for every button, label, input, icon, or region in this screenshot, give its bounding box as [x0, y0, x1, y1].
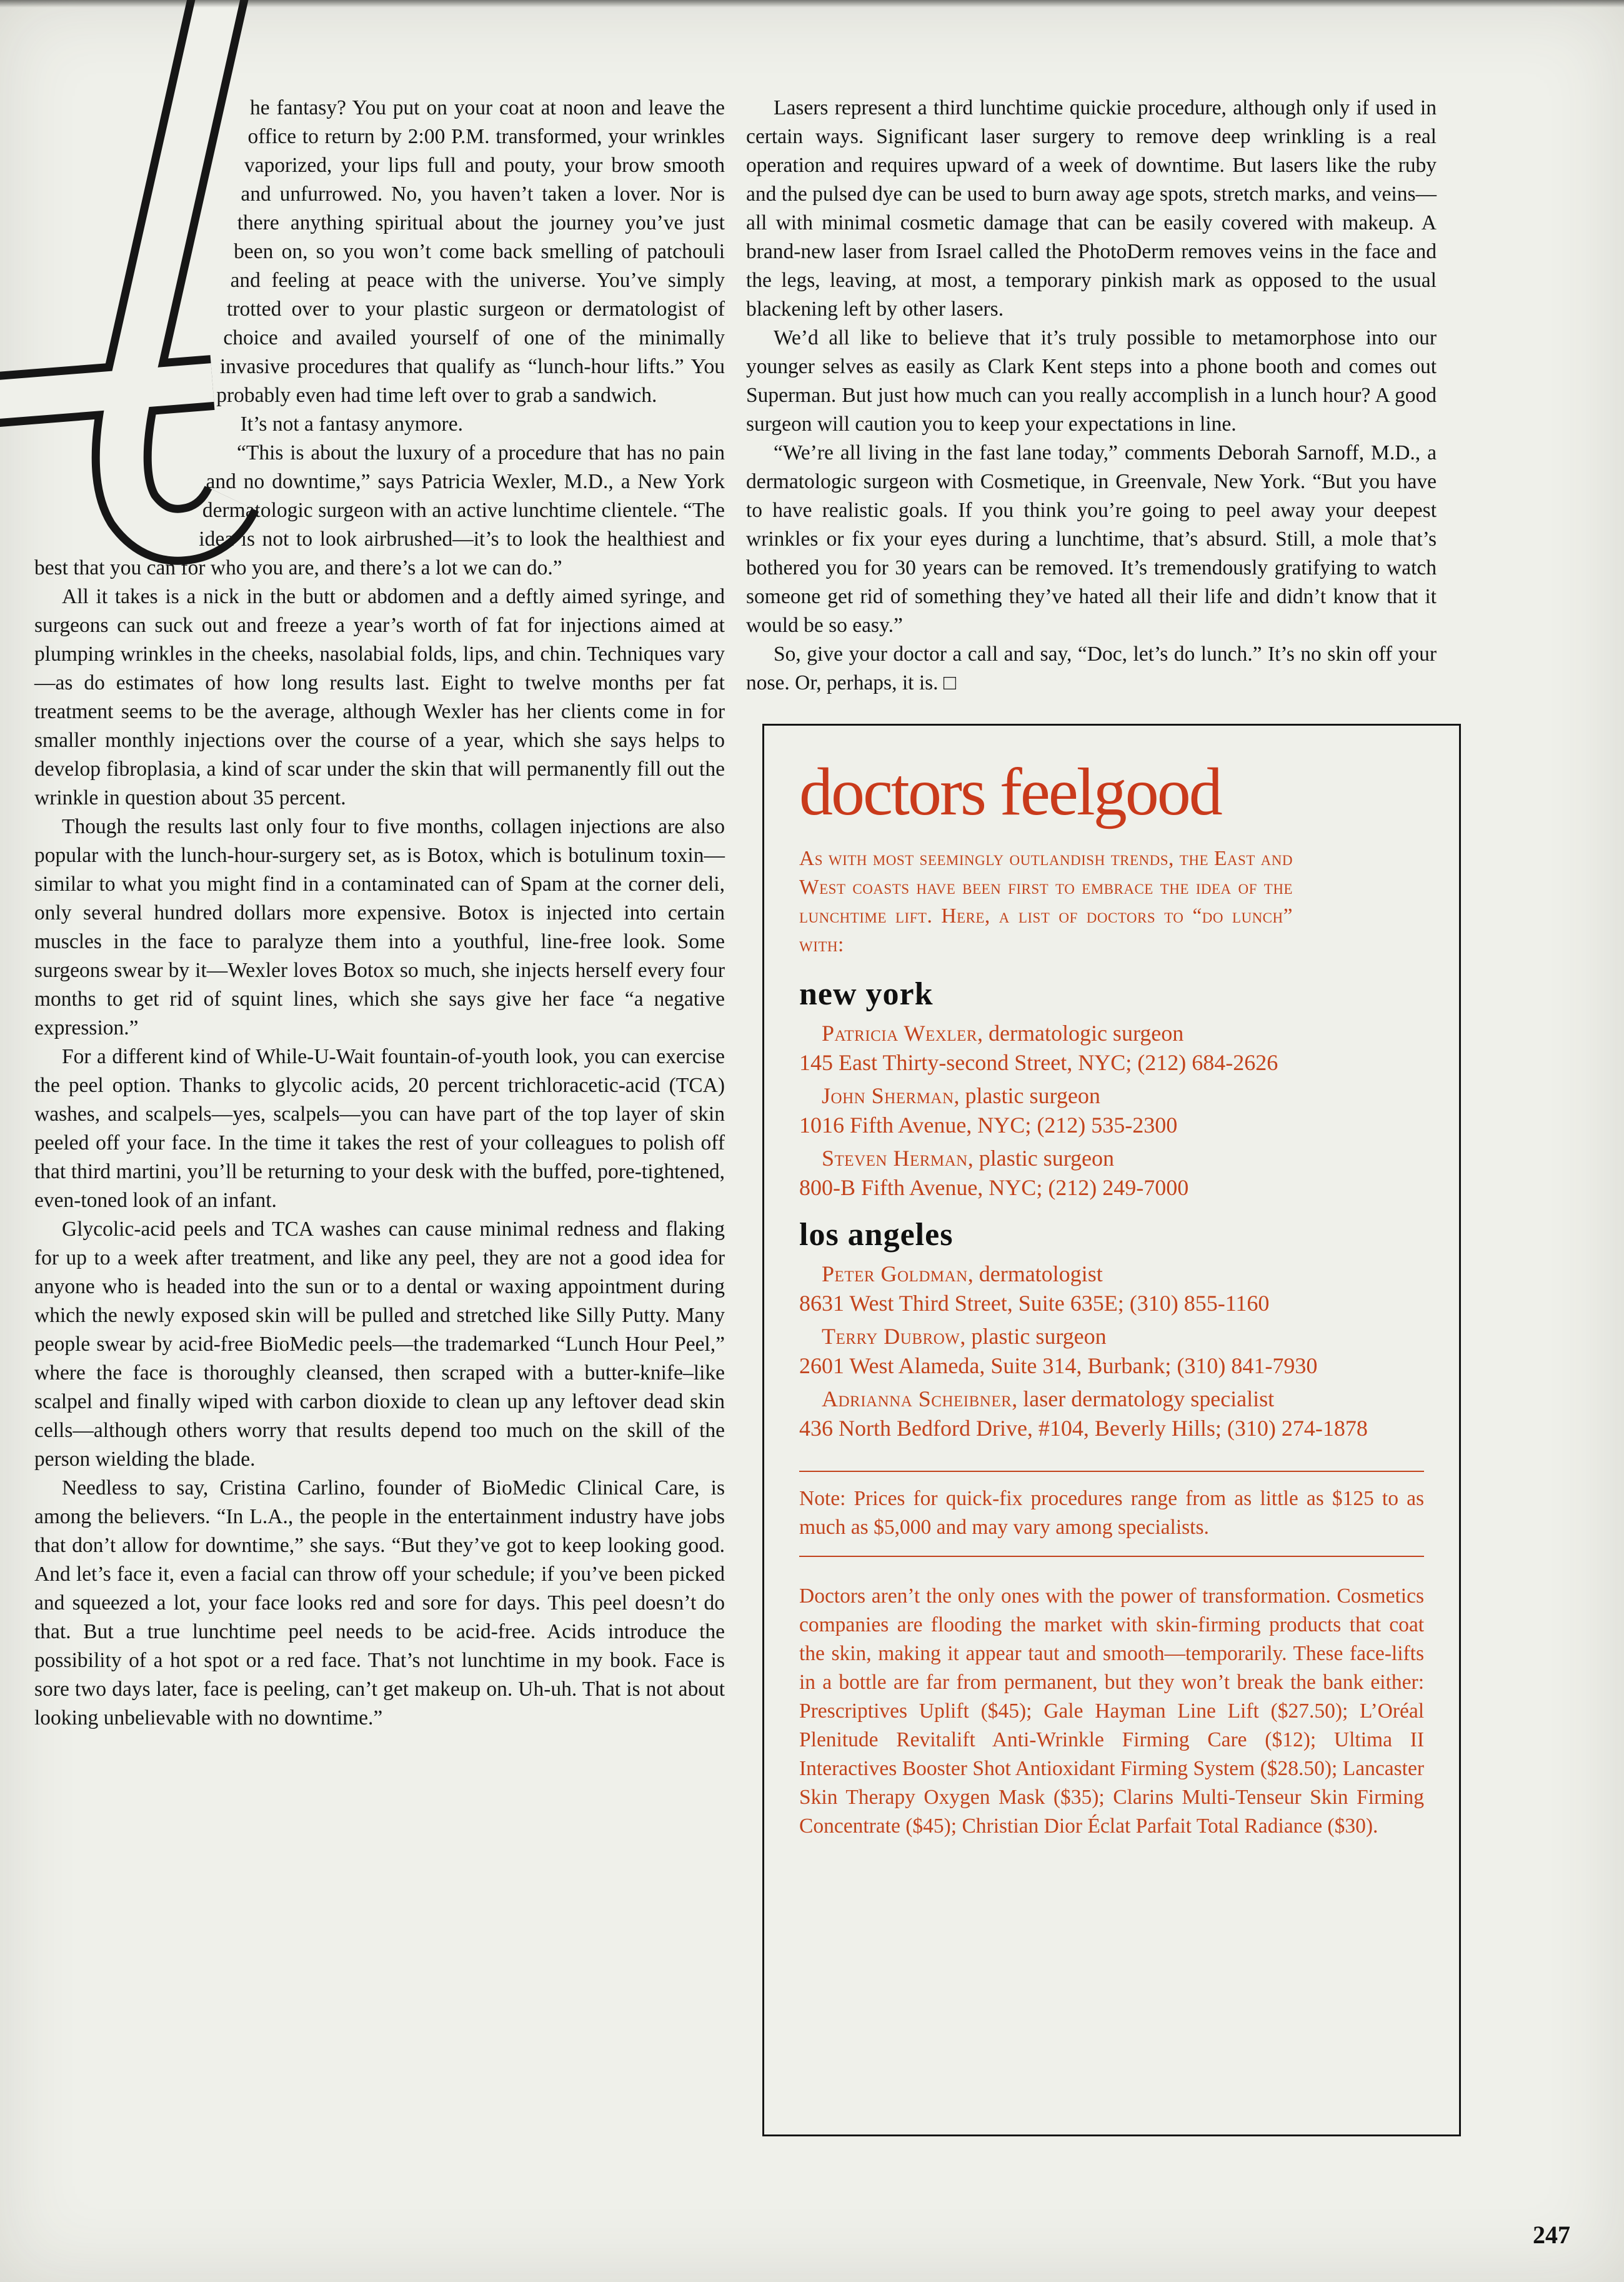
doctor-specialty: , laser dermatology specialist [1012, 1386, 1275, 1412]
doctor-entry [799, 1384, 1424, 1443]
doctor-name-line [799, 1019, 1424, 1048]
doctor-name-line [799, 1322, 1424, 1351]
article-paragraph: Lasers represent a third lunchtime quickie procedure, although only if used in certain ways. Significant laser surgery to remove deep wrinkling is a real operation and requires upward of a week of downtime. But lasers like the ruby and the pulsed dye can be used to burn away age spots, stretch marks, and veins—all with minimal cosmetic damage that can be easily covered with makeup. A brand-new laser from Israel called the PhotoDerm removes veins in the face and the legs, leaving, at most, a temporary pinkish mark as opposed to the usual blackening left by other lasers. [746, 96, 1437, 321]
doctor-address: 1016 Fifth Avenue, NYC; (212) 535-2300 [799, 1113, 1178, 1138]
article-column-right [746, 94, 1437, 2136]
doctor-name: Steven Herman [822, 1146, 968, 1171]
doctor-name: Peter Goldman [822, 1261, 968, 1287]
doctor-entry [799, 1081, 1424, 1140]
sidebar-title: doctors feelgood [799, 755, 1221, 829]
doctor-name-line [799, 1081, 1424, 1111]
doctor-specialty: , plastic surgeon [954, 1083, 1100, 1109]
doctor-specialty: , dermatologic surgeon [977, 1021, 1184, 1046]
article-paragraph: “We’re all living in the fast lane today,” comments Deborah Sarnoff, M.D., a dermatologic surgeon with Cosmetique, in Greenvale, New York. “But you have to have realistic goals. If you think you’re going to peel away your deepest wrinkles or fix your eyes during a lunchtime, that’s absurd. Still, a mole that’s bothered you for 30 years can be removed. It’s tremendously gratifying to watch someone get rid of something they’ve hated all their life and didn’t know that it would be so easy.” [746, 441, 1437, 637]
article-paragraph: We’d all like to believe that it’s truly possible to metamorphose into our younger selves as easily as Clark Kent steps into a phone booth and comes out Superman. But just how much can you really accomplish in a lunch hour? A good surgeon will caution you to keep your expectations in line. [746, 326, 1437, 436]
doctor-specialty: , plastic surgeon [960, 1324, 1107, 1349]
article-paragraph: Glycolic-acid peels and TCA washes can cause minimal redness and flaking for up to a week after treatment, and like any peel, they are not a good idea for anyone who is headed into the sun or to a dental or waxing appointment during which the newly exposed skin will be pulled and stretched like Silly Putty. Many people swear by acid-free BioMedic peels—the trademarked “Lunch Hour Peel,” where the face is thoroughly cleansed, then scraped with a butter-knife–like scalpel and finally wiped with carbon dioxide to clean up any leftover dead skin cells—although others worry that results depend too much on the skill of the person wielding the blade. [34, 1218, 725, 1471]
doctor-address: 436 North Bedford Drive, #104, Beverly Hills; (310) 274-1878 [799, 1416, 1368, 1441]
sidebar-heading-new-york: new york [799, 976, 934, 1013]
doctor-name-line [799, 1259, 1424, 1289]
article-paragraph: For a different kind of While-U-Wait fountain-of-youth look, you can exercise the peel option. Thanks to glycolic acids, 20 percent trichloracetic-acid (TCA) washes, and scalpels—yes, scalpels—you can have part of the top layer of skin peeled off your face. In the time it takes the rest of your colleagues to polish off that third martini, you’ll be returning to your desk with the buffed, pore-tightened, even-toned look of an infant. [34, 1045, 725, 1212]
article-paragraph: It’s not a fantasy anymore. [240, 413, 463, 436]
doctor-address: 145 East Thirty-second Street, NYC; (212) 684-2626 [799, 1050, 1278, 1076]
doctor-address: 800-B Fifth Avenue, NYC; (212) 249-7000 [799, 1175, 1189, 1201]
dropcap-wrap-spacer [34, 94, 250, 531]
doctor-name: Terry Dubrow [822, 1324, 960, 1349]
article-paragraph: So, give your doctor a call and say, “Doc, let’s do lunch.” It’s no skin off your nose. Or, perhaps, it is. □ [746, 643, 1437, 694]
sidebar-price-note: Note: Prices for quick-fix procedures range from as little as $125 to as much as $5,000 and may vary among specialists. [799, 1471, 1424, 1557]
doctor-name: Patricia Wexler [822, 1021, 977, 1046]
doctor-entry [799, 1144, 1424, 1203]
doctor-name: John Sherman [822, 1083, 954, 1109]
doctor-entry [799, 1019, 1424, 1078]
article-column-left [34, 94, 725, 2136]
page-top-shadow [0, 0, 1624, 8]
article-paragraph: All it takes is a nick in the butt or abdomen and a deftly aimed syringe, and surgeons can suck out and freeze a year’s worth of fat for injections aimed at plumping wrinkles in the cheeks, nasolabial folds, lips, and chin. Techniques vary—as do estimates of how long results last. Eight to twelve months per fat treatment seems to be the average, although Wexler has her clients come in for smaller monthly injections over the course of a year, which she says helps to develop fibroplasia, a kind of scar under the skin that will permanently fill out the wrinkle in question about 35 percent. [34, 585, 725, 809]
doctors-feelgood-box [762, 724, 1461, 2136]
article-paragraph: “This is about the luxury of a procedure that has no pain and no downtime,” says Patricia Wexler, M.D., a New York dermatologic surgeon with an active lunchtime clientele. “The idea is not to look airbrushed—it’s to look the healthiest and best that you can for who you are, and there’s a lot we can do.” [34, 441, 725, 579]
doctor-name-line [799, 1144, 1424, 1173]
doctor-specialty: , dermatologist [967, 1261, 1103, 1287]
article-paragraph: he fantasy? You put on your coat at noon and leave the office to return by 2:00 P.M. transformed, your wrinkles vaporized, your lips full and pouty, your brow smooth and unfurrowed. No, you haven’t taken a lover. Nor is there anything spiritual about the journey you’ve just been on, so you won’t come back smelling of patchouli and feeling at peace with the universe. You’ve simply trotted over to your plastic surgeon or dermatologist of choice and availed yourself of one of the minimally invasive procedures that qualify as “lunch-hour lifts.” You probably even had time left over to grab a sandwich. [216, 96, 725, 407]
doctor-name: Adrianna Scheibner [822, 1386, 1012, 1412]
article-paragraph: Though the results last only four to five months, collagen injections are also popular with the lunch-hour-surgery set, as is Botox, which is botulinum toxin—similar to what you might find in a contaminated can of Spam at the corner deli, only several hundred dollars more expensive. Botox is injected into certain muscles in the face to paralyze them into a youthful, line-free look. Some surgeons swear by it—Wexler loves Botox so much, she injects herself every four months to get rid of squint lines, which she says give her face “a negative expression.” [34, 815, 725, 1039]
page-number: 247 [1533, 2221, 1570, 2249]
sidebar-products-paragraph: Doctors aren’t the only ones with the power of transformation. Cosmetics companies are flooding the market with skin-firming products that coat the skin, making it appear taut and smooth—temporarily. These face-lifts in a bottle are far from permanent, but they won’t break the bank either: Prescriptives Uplift ($45); Gale Hayman Line Lift ($27.50); L’Oréal Plenitude Revitalift Anti-Wrinkle Firming Care ($12); Ultima II Interactives Booster Shot Antioxidant Firming System ($28.50); Lancaster Skin Therapy Oxygen Mask ($35); Clarins Multi-Tenseur Skin Firming Concentrate ($45); Christian Dior Éclat Parfait Total Radiance ($30). [799, 1584, 1424, 1838]
sidebar-intro: As with most seemingly outlandish trends, the East and West coasts have been first to embrace the idea of the lunchtime lift. Here, a list of doctors to “do lunch” with: [799, 847, 1293, 957]
doctor-address: 2601 West Alameda, Suite 314, Burbank; (310) 841-7930 [799, 1353, 1318, 1379]
doctor-entry [799, 1259, 1424, 1318]
doctor-specialty: , plastic surgeon [967, 1146, 1115, 1171]
doctor-name-line [799, 1384, 1424, 1414]
doctor-address: 8631 West Third Street, Suite 635E; (310) 855-1160 [799, 1291, 1270, 1316]
doctor-entry [799, 1322, 1424, 1381]
article-paragraph: Needless to say, Cristina Carlino, founder of BioMedic Clinical Care, is among the believers. “In L.A., the people in the entertainment industry have jobs that don’t allow for downtime,” she says. “But they’ve got to keep looking good. And let’s face it, even a facial can throw off your schedule; if you’ve been picked and squeezed a lot, your face looks red and sore for days. This peel doesn’t do that. But a true lunchtime peel needs to be acid-free. Acids introduce the possibility of a hot spot or a red face. That’s not lunchtime in my book. Face is sore two days later, face is peeling, can’t get makeup on. Uh-uh. That is not about looking unbelievable with no downtime.” [34, 1476, 725, 1729]
sidebar-heading-los-angeles: los angeles [799, 1217, 954, 1253]
